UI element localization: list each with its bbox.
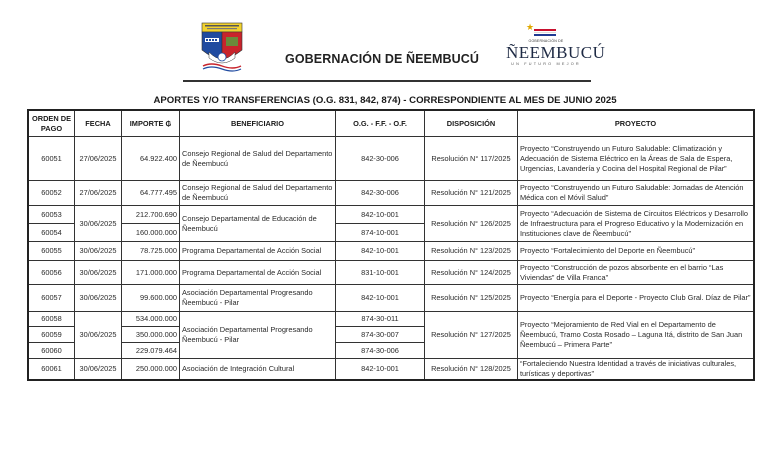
orden-cell: 60054 <box>28 224 75 242</box>
orden-cell: 60055 <box>28 242 75 261</box>
table-row <box>28 312 754 327</box>
table-row <box>28 285 754 312</box>
proyecto-cell: Proyecto “Mejoramiento de Red Vial en el Departamento de Ñeembucú, Tramo Costa Rosado – Laguna Itá, distrito de San Juan Ñeembucú – Primera Parte” <box>518 312 755 359</box>
table-row <box>28 359 754 381</box>
fecha-cell: 30/06/2025 <box>75 242 122 261</box>
beneficiario-cell: Asociación Departamental Progresando Ñeembucú - Pilar <box>180 285 336 312</box>
orden-cell: 60056 <box>28 261 75 285</box>
logo-tagline: UN FUTURO MEJOR <box>511 62 581 66</box>
beneficiario-cell: Consejo Departamental de Educación de Ñeembucú <box>180 206 336 242</box>
proyecto-cell: Proyecto “Adecuación de Sistema de Circuitos Eléctricos y Desarrollo de Infraestructura para el Progreso Educativo y la Modernización en Instituciones clave de Ñeembucú” <box>518 206 755 242</box>
header-divider <box>183 80 591 82</box>
col-orden-de-pago: ORDEN DE PAGO <box>28 110 75 137</box>
logo-small-text: GOBERNACIÓN DE <box>528 39 564 43</box>
orden-cell: 60061 <box>28 359 75 381</box>
orden-cell: 60059 <box>28 327 75 343</box>
flag-icon <box>526 22 558 38</box>
table-header-row <box>28 110 754 137</box>
fecha-cell: 27/06/2025 <box>75 137 122 181</box>
importe-cell: 534.000.000 <box>122 312 180 327</box>
proyecto-cell: Proyecto “Fortalecimiento del Deporte en Ñeembucú” <box>518 242 755 261</box>
beneficiario-cell: Programa Departamental de Acción Social <box>180 261 336 285</box>
neembucu-logo <box>506 22 606 68</box>
importe-cell: 229.079.464 <box>122 343 180 359</box>
col-proyecto: PROYECTO <box>518 110 755 137</box>
disposicion-cell: Resolución N° 123/2025 <box>425 242 518 261</box>
col-og-ff-of: O.G. - F.F. - O.F. <box>336 110 425 137</box>
importe-cell: 64.777.495 <box>122 181 180 206</box>
fecha-cell: 30/06/2025 <box>75 261 122 285</box>
og-cell: 842-10-001 <box>336 242 425 261</box>
og-cell: 874-30-006 <box>336 343 425 359</box>
og-cell: 874-30-007 <box>336 327 425 343</box>
coat-of-arms-logo <box>199 22 245 74</box>
table-row <box>28 261 754 285</box>
og-cell: 874-10-001 <box>336 224 425 242</box>
og-cell: 842-10-001 <box>336 206 425 224</box>
proyecto-cell: Proyecto “Construyendo un Futuro Saludable: Jornadas de Atención Médica con el Móvil Salud” <box>518 181 755 206</box>
disposicion-cell: Resolución N° 117/2025 <box>425 137 518 181</box>
proyecto-cell: Proyecto “Energía para el Deporte - Proyecto Club Gral. Díaz de Pilar” <box>518 285 755 312</box>
col-disposicion: DISPOSICIÓN <box>425 110 518 137</box>
proyecto-cell: Proyecto “Construyendo un Futuro Saludable: Climatización y Adecuación de Sistema Eléctrico en la Áreas de Sala de Espera, Urgencias, Lavandería y Cocina del Hospital Regional de Pilar” <box>518 137 755 181</box>
table-row <box>28 206 754 224</box>
proyecto-cell: “Fortaleciendo Nuestra Identidad a través de iniciativas culturales, turísticas y deportivas” <box>518 359 755 381</box>
orden-cell: 60052 <box>28 181 75 206</box>
disposicion-cell: Resolución N° 127/2025 <box>425 312 518 359</box>
og-cell: 842-30-006 <box>336 137 425 181</box>
table-row <box>28 242 754 261</box>
fecha-cell: 30/06/2025 <box>75 206 122 242</box>
beneficiario-cell: Consejo Regional de Salud del Departamento de Ñeembucú <box>180 137 336 181</box>
report-subtitle: APORTES Y/O TRANSFERENCIAS (O.G. 831, 842, 874) - CORRESPONDIENTE AL MES DE JUNIO 2025 <box>153 95 617 106</box>
disposicion-cell: Resolución N° 124/2025 <box>425 261 518 285</box>
fecha-cell: 27/06/2025 <box>75 181 122 206</box>
table-row <box>28 181 754 206</box>
disposicion-cell: Resolución N° 126/2025 <box>425 206 518 242</box>
logo-name: ÑEEMBUCÚ <box>506 43 606 62</box>
orden-cell: 60051 <box>28 137 75 181</box>
orden-cell: 60060 <box>28 343 75 359</box>
og-cell: 842-30-006 <box>336 181 425 206</box>
importe-cell: 250.000.000 <box>122 359 180 381</box>
importe-cell: 64.922.400 <box>122 137 180 181</box>
page-title: GOBERNACIÓN DE ÑEEMBUCÚ <box>285 52 479 66</box>
star-icon: ★ <box>526 22 535 32</box>
disposicion-cell: Resolución N° 128/2025 <box>425 359 518 381</box>
table-row <box>28 137 754 181</box>
beneficiario-cell: Asociación de Integración Cultural <box>180 359 336 381</box>
importe-cell: 350.000.000 <box>122 327 180 343</box>
og-cell: 842-10-001 <box>336 359 425 381</box>
orden-cell: 60057 <box>28 285 75 312</box>
fecha-cell: 30/06/2025 <box>75 359 122 381</box>
disposicion-cell: Resolución N° 125/2025 <box>425 285 518 312</box>
fecha-cell: 30/06/2025 <box>75 312 122 359</box>
col-fecha: FECHA <box>75 110 122 137</box>
beneficiario-cell: Asociación Departamental Progresando Ñeembucú - Pilar <box>180 312 336 359</box>
proyecto-cell: Proyecto “Construcción de pozos absorbente en el barrio “Las Viviendas” de Villa Franca” <box>518 261 755 285</box>
disposicion-cell: Resolución N° 121/2025 <box>425 181 518 206</box>
orden-cell: 60058 <box>28 312 75 327</box>
importe-cell: 78.725.000 <box>122 242 180 261</box>
importe-cell: 171.000.000 <box>122 261 180 285</box>
col-importe: IMPORTE ₲ <box>122 110 180 137</box>
beneficiario-cell: Programa Departamental de Acción Social <box>180 242 336 261</box>
orden-cell: 60053 <box>28 206 75 224</box>
fecha-cell: 30/06/2025 <box>75 285 122 312</box>
importe-cell: 160.000.000 <box>122 224 180 242</box>
col-beneficiario: BENEFICIARIO <box>180 110 336 137</box>
og-cell: 831-10-001 <box>336 261 425 285</box>
importe-cell: 99.600.000 <box>122 285 180 312</box>
beneficiario-cell: Consejo Regional de Salud del Departamento de Ñeembucú <box>180 181 336 206</box>
transfers-table <box>27 109 755 381</box>
og-cell: 874-30-011 <box>336 312 425 327</box>
importe-cell: 212.700.690 <box>122 206 180 224</box>
og-cell: 842-10-001 <box>336 285 425 312</box>
